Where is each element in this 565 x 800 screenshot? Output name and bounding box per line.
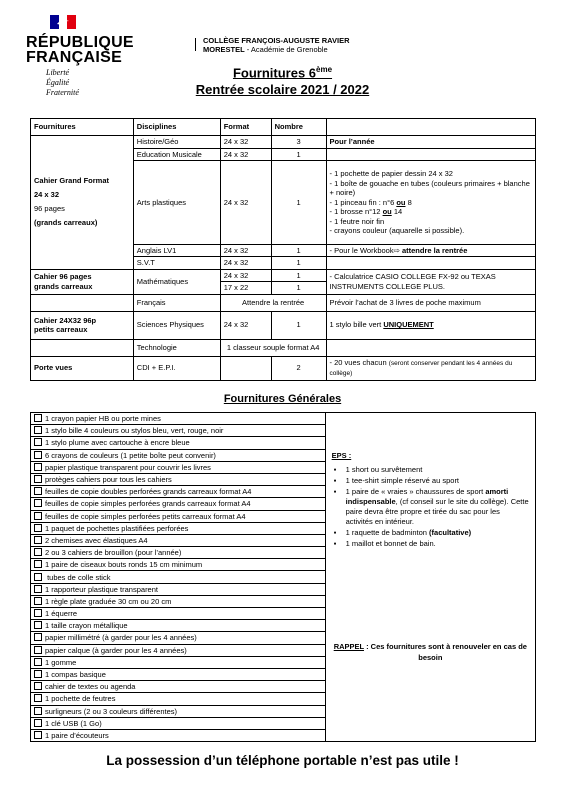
eps-title: EPS :: [331, 451, 352, 460]
list-item: [31, 632, 325, 644]
checkbox-icon[interactable]: [34, 499, 42, 507]
checkbox-icon[interactable]: [34, 512, 42, 520]
list-item: ▪ 1 short ou survêtement: [346, 465, 529, 475]
general-supplies-list-cell: [31, 413, 326, 742]
table-row: Technologie 1 classeur souple format A4: [31, 339, 536, 356]
list-item: [31, 522, 325, 534]
list-item: [31, 668, 325, 680]
list-item: [31, 437, 325, 449]
list-item: ▪ 1 paire de « vraies » chaussures de sport amorti indispensable, (cf conseil sur le site du collège). Cette paire devra être propre et tirée du sac pour les activités en intérieur.: [346, 487, 529, 527]
eps-cell: [325, 413, 535, 742]
checkbox-icon[interactable]: [34, 597, 42, 605]
list-item: ▪ 1 tee-shirt simple réservé au sport: [346, 476, 529, 486]
list-item-label: 1 paire de ciseaux bouts ronds 15 cm minimum: [45, 560, 203, 570]
page-subtitle: Rentrée scolaire 2021 / 2022: [195, 82, 370, 97]
list-item-label: 1 paire d’écouteurs: [45, 730, 109, 740]
list-item-label: cahier de textes ou agenda: [45, 682, 136, 692]
checkbox-icon[interactable]: [34, 438, 42, 446]
list-item: [31, 608, 325, 620]
checkbox-icon[interactable]: [34, 609, 42, 617]
list-item-label: papier calque (à garder pour les 4 années): [45, 645, 187, 655]
list-item: [31, 729, 325, 741]
list-item: [31, 461, 325, 473]
french-flag-logo: [50, 15, 76, 29]
checkbox-icon[interactable]: [34, 731, 42, 739]
list-item-label: 1 paquet de pochettes plastifiées perforées: [45, 523, 189, 533]
general-supplies-table: [30, 412, 536, 742]
rappel-note: RAPPEL : Ces fournitures sont à renouveler en cas de besoin: [333, 642, 527, 662]
list-item: ▪ 1 maillot et bonnet de bain.: [346, 539, 529, 549]
table-row: 17 x 22 1: [31, 282, 536, 295]
checkbox-icon[interactable]: [34, 633, 42, 641]
table-row: Français Attendre la rentrée Prévoir l’achat de 3 livres de poche maximum: [31, 294, 536, 311]
checkbox-icon[interactable]: [34, 426, 42, 434]
list-item-label: feuilles de copie simples perforées petits carreaux format A4: [45, 511, 246, 521]
list-item: [31, 486, 325, 498]
list-item-label: 1 rapporteur plastique transparent: [45, 584, 158, 594]
checkbox-icon[interactable]: [34, 646, 42, 654]
checkbox-icon[interactable]: [34, 414, 42, 422]
checkbox-icon[interactable]: [34, 487, 42, 495]
list-item: [31, 473, 325, 485]
list-item: [31, 583, 325, 595]
table-row: Anglais LV1 24 x 32 1 - Pour le Workbook⇨ attendre la rentrée: [31, 244, 536, 257]
list-item-label: feuilles de copie doubles perforées grands carreaux format A4: [45, 487, 252, 497]
table-row: Cahier 24X32 96p petits carreaux Sciences Physiques 24 x 32 1 1 stylo bille vert UNIQUEMENT: [31, 311, 536, 339]
checkbox-icon[interactable]: [34, 585, 42, 593]
list-item: [31, 705, 325, 717]
general-supplies-title: Fournitures Générales: [223, 393, 342, 405]
checkbox-icon[interactable]: [34, 719, 42, 727]
table-row: Education Musicale 24 x 32 1: [31, 148, 536, 161]
list-item-label: 1 règle plate graduée 30 cm ou 20 cm: [45, 596, 172, 606]
list-item-label: 1 compas basique: [45, 670, 106, 680]
checkbox-icon[interactable]: [34, 573, 42, 581]
checkbox-icon[interactable]: [34, 670, 42, 678]
list-item: [31, 413, 325, 425]
list-item-label: 1 crayon papier HB ou porte mines: [45, 414, 161, 424]
table-row: S.V.T 24 x 32 1: [31, 257, 536, 270]
checkbox-icon[interactable]: [34, 560, 42, 568]
list-item: [31, 510, 325, 522]
list-item-label: feuilles de copie simples perforées grands carreaux format A4: [45, 499, 251, 509]
motto: Liberté Égalité Fraternité: [46, 68, 79, 97]
list-item: [31, 693, 325, 705]
table-row: Arts plastiques 24 x 32 1 - 1 pochette de papier dessin 24 x 32 - 1 boîte de gouache en tubes (couleurs primaires + blanche + noire) - 1 pinceau fin : n°6 ou 8 - 1 brosse n°12 ou 14 - 1 feutre noir fin - crayons couleur (aquarelle si possible).: [31, 161, 536, 245]
list-item-label: protèges cahiers pour tous les cahiers: [45, 475, 172, 485]
list-item: [31, 717, 325, 729]
table-row: Cahier Grand Format 24 x 32 96 pages (grands carreaux) Histoire/Géo 24 x 32 3 Pour l’année: [31, 136, 536, 149]
header-divider: [195, 38, 196, 51]
list-item-label: 1 équerre: [45, 609, 78, 619]
list-item-label: 1 stylo plume avec cartouche à encre bleue: [45, 438, 190, 448]
list-item: ▪ 1 raquette de badminton (facultative): [346, 528, 529, 538]
list-item-label: 6 crayons de couleurs (1 petite boîte peut convenir): [45, 450, 216, 460]
checkbox-icon[interactable]: [34, 524, 42, 532]
checkbox-icon[interactable]: [34, 707, 42, 715]
page-title: Fournitures 6ème: [232, 65, 333, 81]
checkbox-icon[interactable]: [34, 694, 42, 702]
list-item: [31, 547, 325, 559]
list-item: [31, 620, 325, 632]
checkbox-icon[interactable]: [34, 451, 42, 459]
list-item: [31, 571, 325, 583]
grand-format-cell: Cahier Grand Format 24 x 32 96 pages (grands carreaux): [31, 136, 134, 270]
list-item: [31, 449, 325, 461]
list-item-label: papier millimétré (à garder pour les 4 années): [45, 633, 197, 643]
list-item-label: 1 stylo bille 4 couleurs ou stylos bleu, vert, rouge, noir: [45, 426, 224, 436]
list-item-label: tubes de colle stick: [45, 572, 111, 582]
checkbox-icon[interactable]: [34, 682, 42, 690]
checkbox-icon[interactable]: [34, 548, 42, 556]
table-row: Cahier 96 pages grands carreaux Mathématiques 24 x 32 1 - Calculatrice CASIO COLLEGE FX-92 ou TEXAS INSTRUMENTS COLLEGE PLUS.: [31, 269, 536, 282]
list-item-label: 2 chemises avec élastiques A4: [45, 535, 148, 545]
list-item-label: 1 taille crayon métallique: [45, 621, 128, 631]
table-row: Porte vues CDI + E.P.I. 2 - 20 vues chacun (seront conserver pendant les 4 années du collège): [31, 356, 536, 380]
arts-supplies: - 1 pochette de papier dessin 24 x 32 - 1 boîte de gouache en tubes (couleurs primaires + blanche + noire) - 1 pinceau fin : n°6 ou 8 - 1 brosse n°12 ou 14 - 1 feutre noir fin - crayons couleur (aquarelle si possible).: [326, 161, 535, 245]
list-item: [31, 498, 325, 510]
list-item: [31, 681, 325, 693]
footer-note: La possession d’un téléphone portable n’est pas utile !: [106, 753, 459, 768]
list-item: [31, 656, 325, 668]
list-item-label: 1 clé USB (1 Go): [45, 718, 102, 728]
republique-francaise-logo-text: RÉPUBLIQUE FRANÇAISE: [26, 34, 134, 66]
list-item-label: surligneurs (2 ou 3 couleurs différentes): [45, 706, 178, 716]
list-item: [31, 644, 325, 656]
checkbox-icon[interactable]: [34, 463, 42, 471]
eps-list: [332, 465, 529, 549]
supplies-table: [30, 118, 536, 381]
list-item: [31, 425, 325, 437]
college-header: COLLÈGE FRANÇOIS-AUGUSTE RAVIER MORESTEL - Académie de Grenoble: [203, 36, 350, 54]
list-item-label: 1 pochette de feutres: [45, 694, 116, 704]
checkbox-icon[interactable]: [34, 475, 42, 483]
list-item: [31, 534, 325, 546]
list-item-label: 2 ou 3 cahiers de brouillon (pour l’année): [45, 548, 182, 558]
checkbox-icon[interactable]: [34, 658, 42, 666]
list-item-label: 1 gomme: [45, 657, 77, 667]
list-item: [31, 595, 325, 607]
table-header-row: Fournitures Disciplines Format Nombre: [31, 119, 536, 136]
general-supplies-list: [31, 413, 325, 741]
list-item: [31, 559, 325, 571]
checkbox-icon[interactable]: [34, 536, 42, 544]
list-item-label: papier plastique transparent pour couvrir les livres: [45, 462, 211, 472]
checkbox-icon[interactable]: [34, 621, 42, 629]
